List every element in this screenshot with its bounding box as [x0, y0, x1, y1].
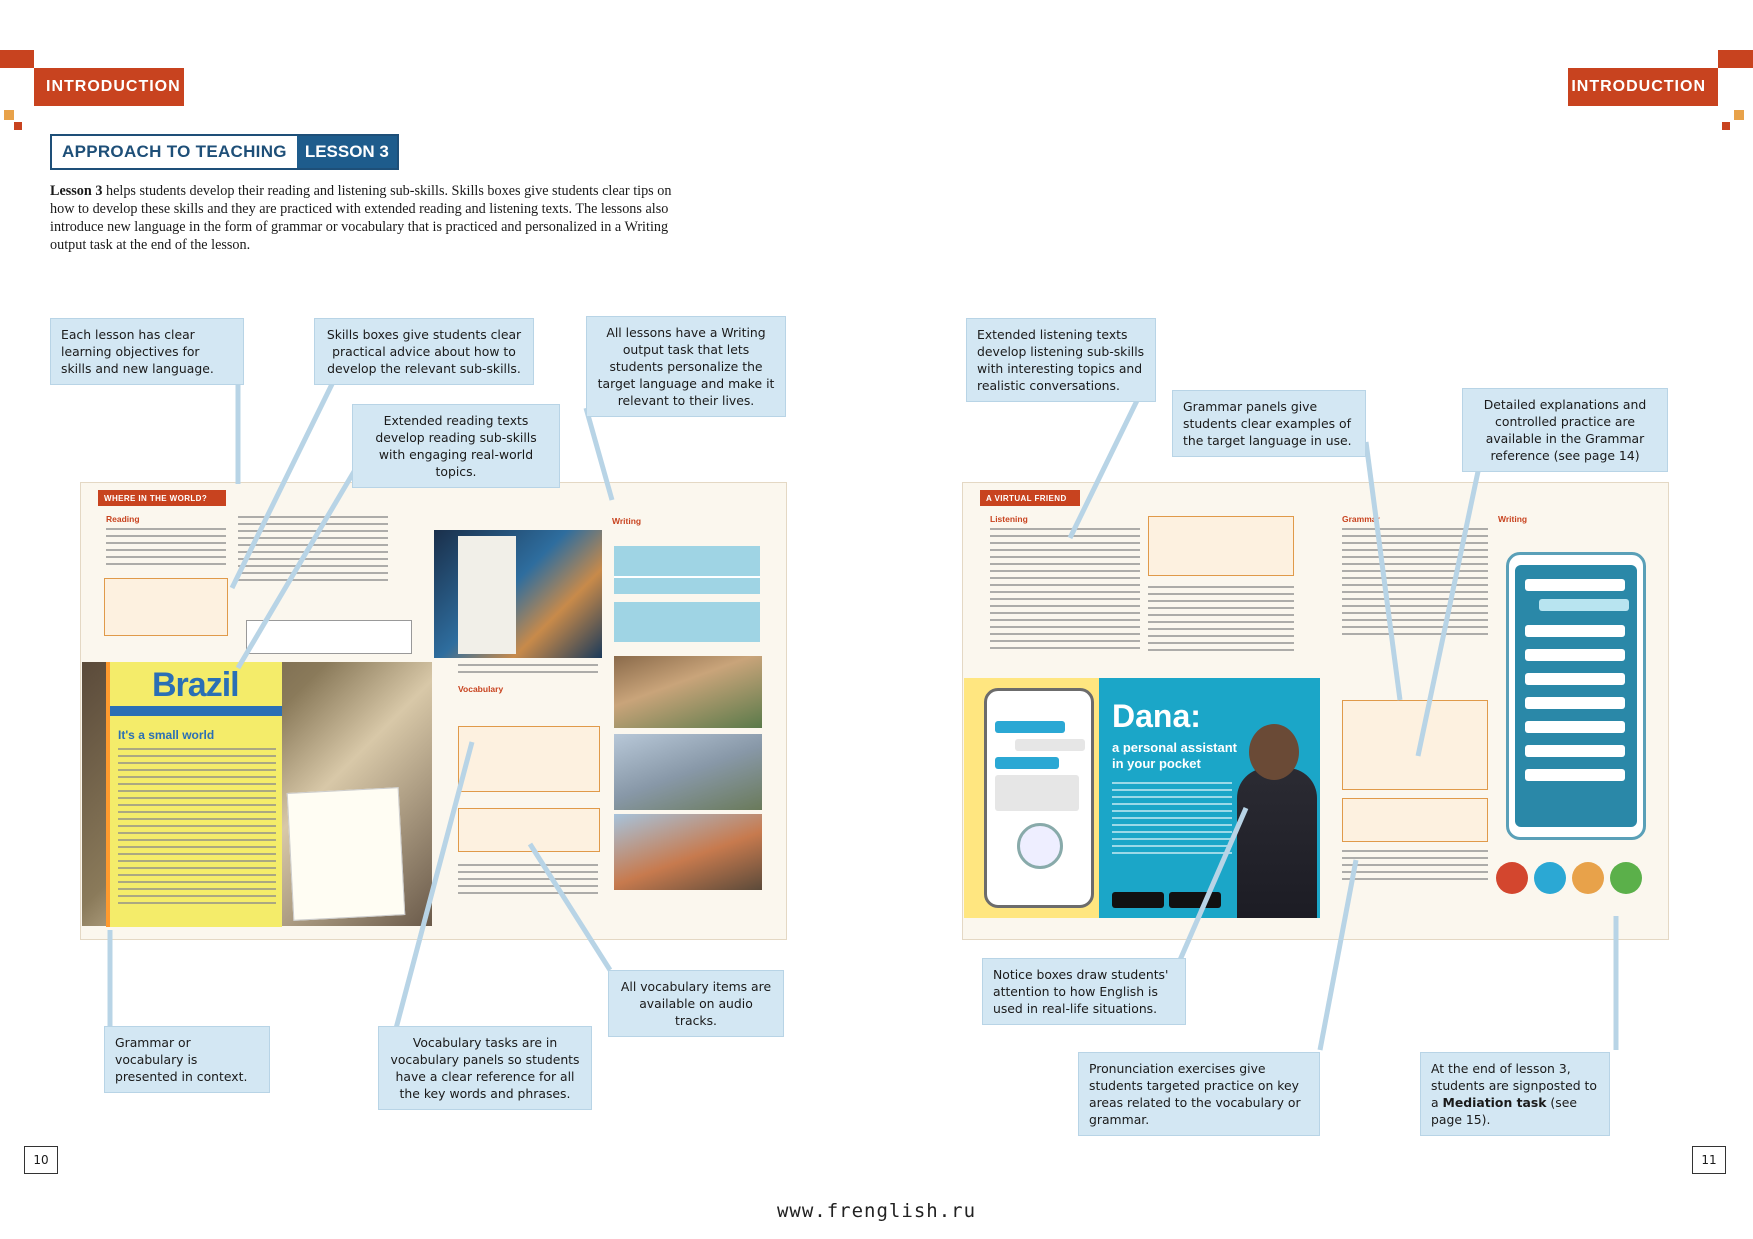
dana-title: Dana:: [1112, 698, 1201, 734]
corner-decoration: [1734, 110, 1744, 120]
topic-circle-3: [1572, 862, 1604, 894]
brazil-title: Brazil: [152, 666, 239, 704]
corner-decoration: [1722, 122, 1730, 130]
callout-audio-tracks: All vocabulary items are available on audio tracks.: [608, 970, 784, 1037]
callout-mediation: [1420, 1052, 1610, 1136]
phone-mockup-right: [1506, 552, 1646, 840]
callout-grammar-panels: Grammar panels give students clear examples of the target language in use.: [1172, 390, 1366, 457]
word-list-card: [458, 536, 516, 654]
notice-box-right: [1342, 798, 1488, 842]
footer-url: www.frenglish.ru: [776, 1200, 977, 1222]
dana-subtitle: a personal assistant in your pocket: [1112, 740, 1237, 771]
section-label-right: INTRODUCTION: [1568, 68, 1718, 106]
street-photo-2: [614, 734, 762, 810]
brazil-subtitle: It's a small world: [118, 728, 215, 742]
topic-circle-4: [1610, 862, 1642, 894]
corner-decoration: [4, 110, 14, 120]
listening-skill-box: [1148, 516, 1294, 576]
grammar-heading: Grammar: [1342, 514, 1380, 524]
caption-box-2: [614, 602, 760, 642]
vocabulary-heading: Vocabulary: [458, 684, 504, 694]
callout-learning-objectives: Each lesson has clear learning objectives for skills and new language.: [50, 318, 244, 385]
callout-vocab-panels: Vocabulary tasks are in vocabulary panels so students have a clear reference for all the key words and phrases.: [378, 1026, 592, 1110]
unit-label-right: A VIRTUAL FRIEND: [980, 490, 1080, 506]
intro-lead: Lesson 3: [50, 183, 103, 199]
callout-listening-texts: Extended listening texts develop listening sub-skills with interesting topics and realistic conversations.: [966, 318, 1156, 402]
phone-mockup-left: [984, 688, 1094, 908]
section-label-left: INTRODUCTION: [34, 68, 184, 106]
writing-heading-right: Writing: [1498, 514, 1528, 524]
vocabulary-panel: [458, 726, 600, 792]
street-photo-3: [614, 814, 762, 890]
lesson-label: LESSON 3: [297, 136, 397, 168]
reading-heading: Reading: [106, 514, 140, 524]
callout-grammar-reference: Detailed explanations and controlled practice are available in the Grammar reference (see page 14): [1462, 388, 1668, 472]
man-photo: [1237, 768, 1317, 918]
unit-label-left: WHERE IN THE WORLD?: [98, 490, 226, 506]
callout-reading-texts: Extended reading texts develop reading sub-skills with engaging real-world topics.: [352, 404, 560, 488]
callout-writing-task: All lessons have a Writing output task that lets students personalize the target language and make it relevant to their lives.: [586, 316, 786, 417]
listening-heading: Listening: [990, 514, 1028, 524]
callout-notice-boxes: Notice boxes draw students' attention to how English is used in real-life situations.: [982, 958, 1186, 1025]
page-number-left: 10: [24, 1146, 58, 1174]
topic-circle-2: [1534, 862, 1566, 894]
mediation-text-post: (see page 15).: [1431, 1095, 1577, 1127]
brazil-blog-card: [106, 662, 282, 927]
grammar-panel: [1342, 700, 1488, 790]
corner-decoration: [14, 122, 22, 130]
writing-heading-left: Writing: [612, 516, 642, 526]
table-box: [246, 620, 412, 654]
caption-box-1: [614, 546, 760, 594]
intro-body: helps students develop their reading and listening sub-skills. Skills boxes give students clear tips on how to develop these skills and they are practiced with extended reading and listening texts. The lessons also introduce new language in the form of grammar or vocabulary that is practiced and personalized in a Writing output task at the end of the lesson.: [50, 183, 672, 253]
approach-heading: [50, 134, 399, 170]
callout-in-context: Grammar or vocabulary is presented in context.: [104, 1026, 270, 1093]
callout-pronunciation: Pronunciation exercises give students targeted practice on key areas related to the vocabulary or grammar.: [1078, 1052, 1320, 1136]
callout-skills-boxes: Skills boxes give students clear practical advice about how to develop the relevant sub-skills.: [314, 318, 534, 385]
page-number-right: 11: [1692, 1146, 1726, 1174]
street-photo-1: [614, 656, 762, 728]
intro-paragraph: [50, 182, 690, 254]
mediation-text-pre: At the end of lesson 3, students are signposted to a: [1431, 1061, 1597, 1110]
corner-decoration: [0, 50, 34, 68]
approach-label: APPROACH TO TEACHING: [52, 136, 297, 168]
notice-box-left: [458, 808, 600, 852]
corner-decoration: [1718, 50, 1753, 68]
topic-circle-1: [1496, 862, 1528, 894]
mediation-text-bold: Mediation task: [1442, 1095, 1547, 1110]
skills-box-left: [104, 578, 228, 636]
menu-card: [287, 787, 406, 921]
dana-advert: [1099, 678, 1320, 918]
